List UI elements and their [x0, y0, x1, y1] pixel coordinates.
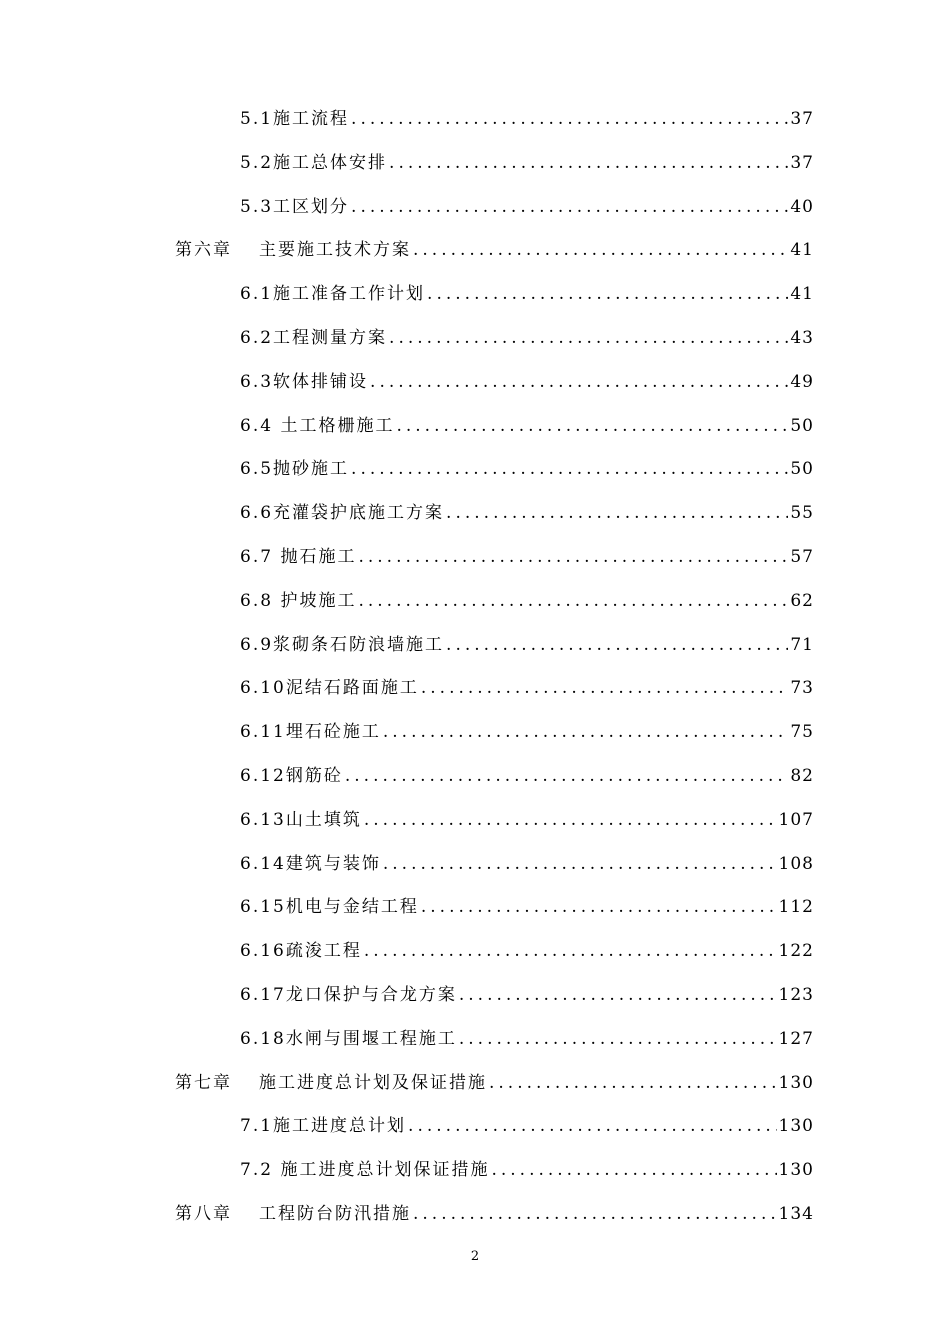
- table-of-contents: [0, 104, 950, 1243]
- toc-dot-leader: [383, 854, 777, 874]
- toc-dot-leader: [427, 284, 788, 304]
- toc-entry-title: 6.12钢筋砼: [240, 765, 343, 786]
- toc-page-number: 71: [790, 634, 814, 655]
- toc-entry-title: 施工进度总计划及保证措施: [259, 1072, 487, 1093]
- toc-page-number: 107: [778, 809, 814, 830]
- toc-section-entry[interactable]: [0, 411, 950, 455]
- toc-page-number: 127: [778, 1028, 814, 1049]
- toc-page-number: 55: [790, 503, 814, 524]
- toc-section-entry[interactable]: [0, 630, 950, 674]
- toc-dot-leader: [489, 1073, 777, 1093]
- toc-entry-title: 7.2 施工进度总计划保证措施: [240, 1160, 490, 1181]
- toc-dot-leader: [351, 459, 788, 479]
- toc-section-entry[interactable]: [0, 673, 950, 717]
- toc-entry-title: 6.15机电与金结工程: [240, 897, 419, 918]
- toc-dot-leader: [383, 722, 789, 742]
- toc-dot-leader: [459, 985, 777, 1005]
- toc-section-entry[interactable]: [0, 542, 950, 586]
- toc-dot-leader: [446, 503, 788, 523]
- toc-dot-leader: [446, 635, 788, 655]
- toc-entry-title: 6.18水闸与围堰工程施工: [240, 1028, 457, 1049]
- toc-dot-leader: [358, 547, 788, 567]
- toc-page-number: 75: [790, 722, 814, 743]
- toc-dot-leader: [396, 416, 788, 436]
- toc-chapter-entry[interactable]: [0, 1199, 950, 1243]
- toc-section-entry[interactable]: [0, 892, 950, 936]
- toc-section-entry[interactable]: [0, 717, 950, 761]
- toc-entry-title: 6.5抛砂施工: [240, 459, 350, 480]
- toc-page-number: 43: [790, 327, 814, 348]
- toc-section-entry[interactable]: [0, 586, 950, 630]
- toc-dot-leader: [491, 1160, 776, 1180]
- toc-page-number: 37: [790, 152, 814, 173]
- toc-section-entry[interactable]: [0, 1111, 950, 1155]
- toc-entry-title: 6.6充灌袋护底施工方案: [240, 503, 445, 524]
- toc-section-entry[interactable]: [0, 104, 950, 148]
- toc-page-number: 57: [790, 546, 814, 567]
- toc-dot-leader: [364, 810, 777, 830]
- toc-entry-title: 6.4 土工格栅施工: [240, 415, 395, 436]
- toc-page-number: 134: [778, 1203, 814, 1224]
- toc-entry-title: 6.1施工准备工作计划: [240, 284, 426, 305]
- toc-entry-title: 5.1施工流程: [240, 109, 350, 129]
- toc-dot-leader: [351, 109, 788, 129]
- toc-page-number: 130: [778, 1160, 814, 1181]
- toc-section-entry[interactable]: [0, 849, 950, 893]
- toc-entry-title: 6.7 抛石施工: [240, 546, 357, 567]
- toc-chapter-number: 第七章: [175, 1072, 232, 1093]
- toc-entry-title: 主要施工技术方案: [259, 240, 411, 261]
- toc-page-number: 130: [778, 1116, 814, 1137]
- toc-chapter-entry[interactable]: [0, 235, 950, 279]
- toc-page-number: 122: [778, 941, 814, 962]
- toc-dot-leader: [345, 766, 789, 786]
- toc-entry-title: 6.16疏浚工程: [240, 941, 362, 962]
- toc-dot-leader: [413, 1204, 777, 1224]
- toc-entry-title: 6.17龙口保护与合龙方案: [240, 984, 457, 1005]
- toc-page-number: 82: [790, 765, 814, 786]
- toc-dot-leader: [421, 678, 789, 698]
- toc-dot-leader: [358, 591, 788, 611]
- toc-entry-title: 6.10泥结石路面施工: [240, 678, 419, 699]
- toc-entry-title: 6.13山土填筑: [240, 809, 362, 830]
- toc-section-entry[interactable]: [0, 1155, 950, 1199]
- toc-dot-leader: [370, 372, 788, 392]
- toc-dot-leader: [459, 1029, 777, 1049]
- toc-section-entry[interactable]: [0, 192, 950, 236]
- toc-section-entry[interactable]: [0, 805, 950, 849]
- toc-chapter-entry[interactable]: [0, 1068, 950, 1112]
- toc-section-entry[interactable]: [0, 761, 950, 805]
- toc-entry-title: 6.14建筑与装饰: [240, 853, 381, 874]
- toc-section-entry[interactable]: [0, 936, 950, 980]
- toc-dot-leader: [389, 328, 788, 348]
- toc-page-number: 50: [790, 415, 814, 436]
- toc-section-entry[interactable]: [0, 279, 950, 323]
- toc-entry-title: 6.8 护坡施工: [240, 590, 357, 611]
- toc-page-number: 62: [790, 590, 814, 611]
- toc-page-number: 49: [790, 371, 814, 392]
- toc-section-entry[interactable]: [0, 148, 950, 192]
- toc-entry-title: 6.11埋石砼施工: [240, 722, 381, 743]
- toc-page-number: 50: [790, 459, 814, 480]
- toc-entry-title: 7.1施工进度总计划: [240, 1116, 407, 1137]
- toc-dot-leader: [389, 153, 788, 173]
- toc-page-number: 40: [790, 196, 814, 217]
- toc-dot-leader: [351, 197, 788, 217]
- toc-chapter-number: 第八章: [175, 1203, 232, 1224]
- toc-dot-leader: [408, 1116, 777, 1136]
- toc-page-number: 41: [790, 284, 814, 305]
- toc-page-number: 123: [778, 984, 814, 1005]
- toc-entry-title: 6.9浆砌条石防浪墙施工: [240, 634, 445, 655]
- toc-section-entry[interactable]: [0, 367, 950, 411]
- toc-entry-title: 6.3软体排铺设: [240, 371, 369, 392]
- toc-entry-title: 工程防台防汛措施: [259, 1203, 411, 1224]
- toc-page-number: 73: [790, 678, 814, 699]
- toc-section-entry[interactable]: [0, 980, 950, 1024]
- toc-entry-title: 5.3工区划分: [240, 196, 350, 217]
- toc-page-number: 108: [778, 853, 814, 874]
- toc-dot-leader: [364, 941, 777, 961]
- toc-entry-title: 6.2工程测量方案: [240, 327, 388, 348]
- toc-section-entry[interactable]: [0, 454, 950, 498]
- toc-page-number: 112: [778, 897, 814, 918]
- toc-section-entry[interactable]: [0, 1024, 950, 1068]
- toc-entry-title: 5.2施工总体安排: [240, 152, 388, 173]
- toc-section-entry[interactable]: [0, 323, 950, 367]
- toc-dot-leader: [421, 897, 777, 917]
- toc-dot-leader: [413, 240, 788, 260]
- toc-page-number: 130: [778, 1072, 814, 1093]
- toc-page-number: 41: [790, 240, 814, 261]
- toc-section-entry[interactable]: [0, 498, 950, 542]
- toc-page-number: 37: [790, 109, 814, 129]
- toc-chapter-number: 第六章: [175, 240, 232, 261]
- page-number: 2: [470, 1249, 480, 1264]
